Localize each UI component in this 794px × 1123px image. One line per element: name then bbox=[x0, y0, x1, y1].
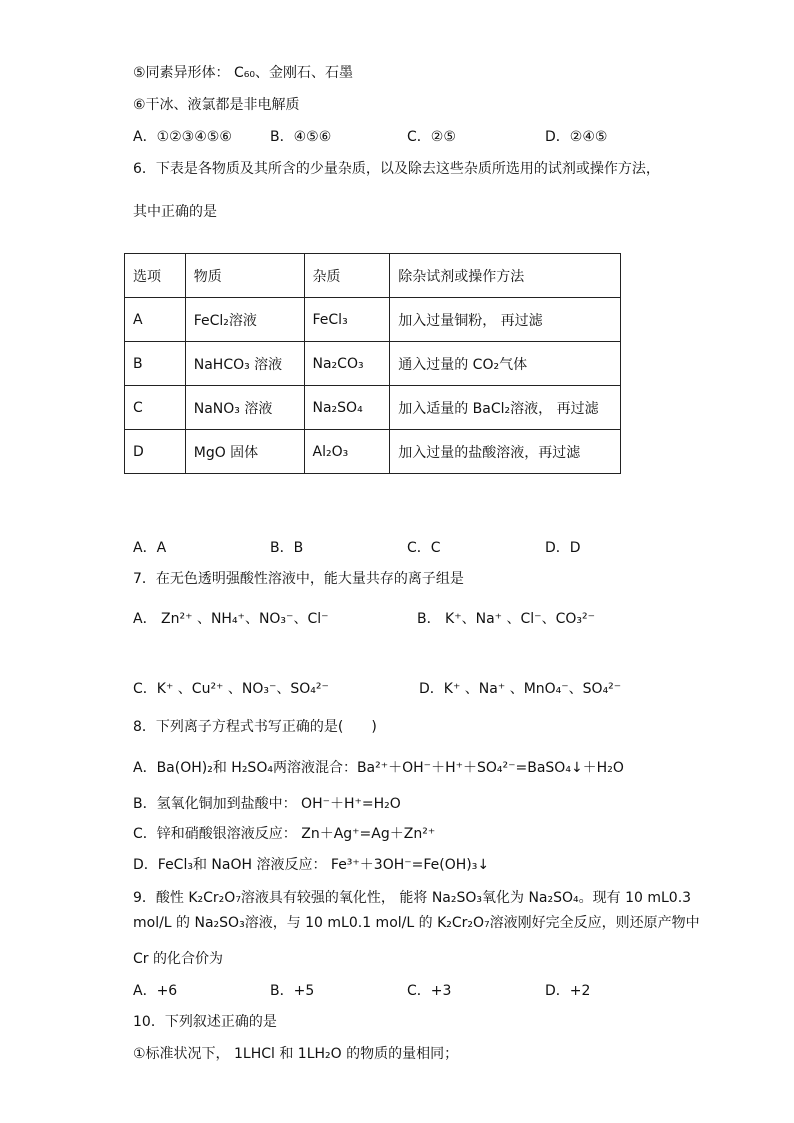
table-cell: MgO 固体 bbox=[185, 430, 304, 474]
q5-options bbox=[133, 127, 693, 147]
table-cell: NaHCO₃ 溶液 bbox=[185, 342, 304, 386]
q9-stem-line2: mol/L 的 Na₂SO₃溶液，与 10 mL0.1 mol/L 的 K₂Cr₂O₇溶液刚好完全反应，则还原产物中 bbox=[133, 915, 700, 931]
q6-stem-line1: 6．下表是各物质及其所含的少量杂质，以及除去这些杂质所选用的试剂或操作方法， bbox=[133, 161, 660, 177]
q7-option-a[interactable]: A． Zn²⁺ 、NH₄⁺、NO₃⁻、Cl⁻ bbox=[133, 611, 329, 627]
table-cell: B bbox=[125, 342, 186, 386]
table-cell: D bbox=[125, 430, 186, 474]
q10-statement-1: ①标准状况下， 1LHCl 和 1LH₂O 的物质的量相同； bbox=[133, 1046, 459, 1062]
q5-option-b[interactable]: B．④⑤⑥ bbox=[270, 129, 332, 145]
table-header-cell: 除杂试剂或操作方法 bbox=[390, 254, 621, 298]
q9-stem-line1: 9．酸性 K₂Cr₂O₇溶液具有较强的氧化性， 能将 Na₂SO₃氧化为 Na₂SO₄。现有 10 mL0.3 bbox=[133, 890, 692, 906]
statement-6: ⑥干冰、液氯都是非电解质 bbox=[133, 97, 300, 113]
table-row bbox=[125, 386, 621, 430]
q7-options-row2 bbox=[133, 679, 693, 699]
table-cell: 通入过量的 CO₂气体 bbox=[390, 342, 621, 386]
table-cell: FeCl₃ bbox=[304, 298, 390, 342]
table-cell: NaNO₃ 溶液 bbox=[185, 386, 304, 430]
table-cell: A bbox=[125, 298, 186, 342]
table-row bbox=[125, 430, 621, 474]
q5-option-a[interactable]: A．①②③④⑤⑥ bbox=[133, 129, 232, 145]
table-header-cell: 选项 bbox=[125, 254, 186, 298]
table-cell: 加入适量的 BaCl₂溶液， 再过滤 bbox=[390, 386, 621, 430]
table-cell: C bbox=[125, 386, 186, 430]
table-cell: Na₂CO₃ bbox=[304, 342, 390, 386]
q10-stem: 10．下列叙述正确的是 bbox=[133, 1014, 277, 1030]
table-cell: 加入过量的盐酸溶液，再过滤 bbox=[390, 430, 621, 474]
q8-option-d[interactable]: D．FeCl₃和 NaOH 溶液反应： Fe³⁺＋3OH⁻=Fe(OH)₃↓ bbox=[133, 857, 490, 873]
table-header-cell: 杂质 bbox=[304, 254, 390, 298]
table-cell: 加入过量铜粉， 再过滤 bbox=[390, 298, 621, 342]
table-cell: Na₂SO₄ bbox=[304, 386, 390, 430]
q6-option-d[interactable]: D．D bbox=[545, 540, 581, 556]
q6-stem-line2: 其中正确的是 bbox=[133, 204, 217, 220]
table-row bbox=[125, 298, 621, 342]
table-header-row bbox=[125, 254, 621, 298]
q6-options bbox=[133, 538, 693, 558]
q7-stem: 7．在无色透明强酸性溶液中，能大量共存的离子组是 bbox=[133, 571, 464, 587]
q6-table bbox=[124, 253, 621, 474]
q6-option-b[interactable]: B．B bbox=[270, 540, 304, 556]
table-cell: FeCl₂溶液 bbox=[185, 298, 304, 342]
q7-option-c[interactable]: C．K⁺ 、Cu²⁺ 、NO₃⁻、SO₄²⁻ bbox=[133, 681, 329, 697]
q7-option-b[interactable]: B． K⁺、Na⁺ 、Cl⁻、CO₃²⁻ bbox=[417, 611, 595, 627]
q6-option-a[interactable]: A．A bbox=[133, 540, 167, 556]
q7-option-d[interactable]: D．K⁺ 、Na⁺ 、MnO₄⁻、SO₄²⁻ bbox=[419, 681, 622, 697]
q7-options-row1 bbox=[133, 609, 693, 629]
table-cell: Al₂O₃ bbox=[304, 430, 390, 474]
q9-stem-line3: Cr 的化合价为 bbox=[133, 951, 223, 967]
statement-5: ⑤同素异形体： C₆₀、金刚石、石墨 bbox=[133, 65, 354, 81]
table-row bbox=[125, 342, 621, 386]
q9-option-a[interactable]: A．+6 bbox=[133, 983, 178, 999]
q9-option-c[interactable]: C．+3 bbox=[407, 983, 452, 999]
q8-option-c[interactable]: C．锌和硝酸银溶液反应： Zn＋Ag⁺=Ag＋Zn²⁺ bbox=[133, 826, 436, 842]
q5-option-d[interactable]: D．②④⑤ bbox=[545, 129, 608, 145]
q6-option-c[interactable]: C．C bbox=[407, 540, 441, 556]
table-header-cell: 物质 bbox=[185, 254, 304, 298]
q9-option-b[interactable]: B．+5 bbox=[270, 983, 315, 999]
q5-option-c[interactable]: C．②⑤ bbox=[407, 129, 456, 145]
q9-option-d[interactable]: D．+2 bbox=[545, 983, 591, 999]
q8-stem: 8．下列离子方程式书写正确的是( ) bbox=[133, 719, 377, 735]
q8-option-b[interactable]: B．氢氧化铜加到盐酸中： OH⁻＋H⁺=H₂O bbox=[133, 796, 401, 812]
q8-option-a[interactable]: A．Ba(OH)₂和 H₂SO₄两溶液混合：Ba²⁺＋OH⁻＋H⁺＋SO₄²⁻=BaSO₄↓＋H₂O bbox=[133, 760, 624, 776]
q9-options bbox=[133, 981, 693, 1001]
